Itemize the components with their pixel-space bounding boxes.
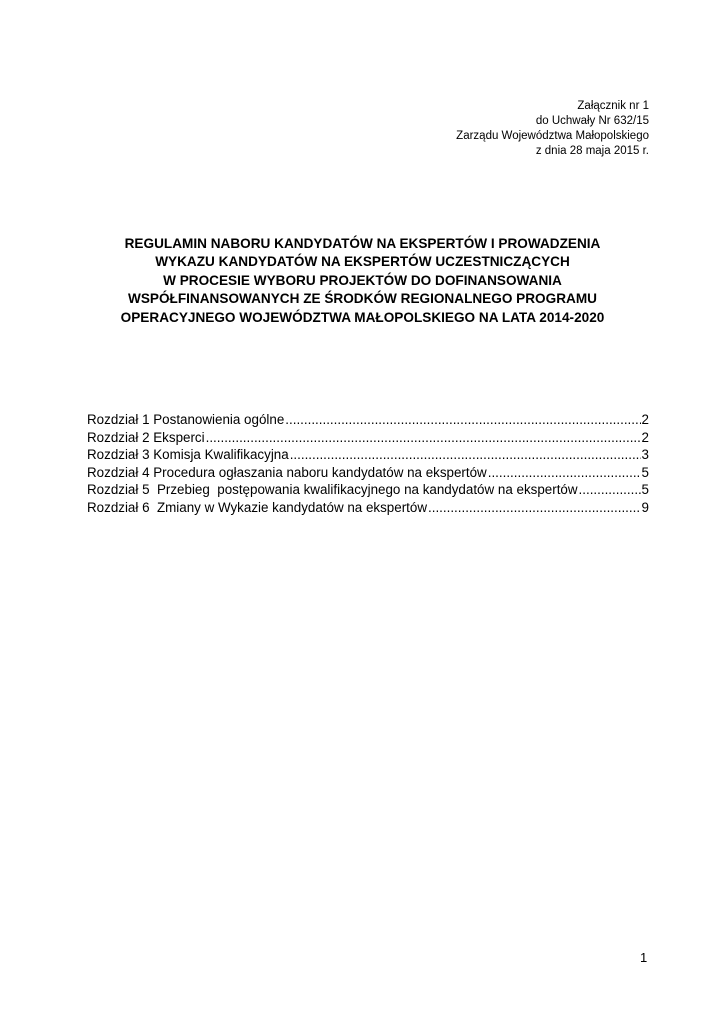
document-title	[80, 235, 645, 327]
toc-leader-dots	[579, 481, 641, 499]
title-line-3: W PROCESIE WYBORU PROJEKTÓW DO DOFINANSOWANIA	[163, 272, 562, 288]
toc-entry-title: Rozdział 1 Postanowienia ogólne	[87, 412, 285, 427]
annex-board: Zarządu Województwa Małopolskiego	[456, 130, 649, 142]
toc-leader-dots	[428, 499, 641, 517]
annex-header	[456, 99, 649, 159]
toc-entry-chapter-5[interactable]	[87, 481, 649, 499]
title-line-1: REGULAMIN NABORU KANDYDATÓW NA EKSPERTÓW I PROWADZENIA	[124, 236, 601, 251]
toc-entry-chapter-6[interactable]	[87, 499, 649, 517]
toc-entry-title: Rozdział 2 Eksperci	[87, 429, 205, 445]
toc-entry-page: 5	[641, 464, 649, 480]
toc-entry-chapter-3[interactable]	[87, 446, 649, 464]
toc-entry-page: 2	[641, 429, 649, 445]
toc-leader-dots	[285, 411, 640, 429]
annex-date: z dnia 28 maja 2015 r.	[535, 145, 649, 157]
toc-entry-page: 5	[641, 482, 649, 498]
toc-entry-title: Rozdział 4 Procedura ogłaszania naboru kandydatów na ekspertów	[87, 464, 487, 480]
toc-entry-chapter-1[interactable]	[87, 411, 649, 429]
title-line-2: WYKAZU KANDYDATÓW NA EKSPERTÓW UCZESTNICZĄCYCH	[155, 254, 570, 270]
toc-entry-chapter-4[interactable]	[87, 464, 649, 482]
toc-leader-dots	[206, 429, 641, 447]
toc-entry-title: Rozdział 5 Przebieg postępowania kwalifikacyjnego na kandydatów na ekspertów	[87, 482, 578, 498]
toc-entry-page: 3	[641, 447, 649, 463]
toc-leader-dots	[488, 464, 641, 482]
title-line-5: OPERACYJNEGO WOJEWÓDZTWA MAŁOPOLSKIEGO NA LATA 2014-2020	[120, 309, 605, 325]
title-line-4: WSPÓŁFINANSOWANYCH ZE ŚRODKÓW REGIONALNEGO PROGRAMU	[128, 291, 597, 307]
page-number: 1	[640, 950, 648, 965]
toc-entry-page: 2	[641, 412, 649, 427]
toc-entry-title: Rozdział 3 Komisja Kwalifikacyjna	[87, 447, 289, 463]
toc-entry-title: Rozdział 6 Zmiany w Wykazie kandydatów na ekspertów	[87, 499, 427, 515]
toc-entry-page: 9	[641, 499, 649, 515]
table-of-contents	[87, 411, 649, 517]
toc-entry-chapter-2[interactable]	[87, 429, 649, 447]
annex-resolution: do Uchwały Nr 632/15	[535, 115, 649, 127]
annex-number: Załącznik nr 1	[577, 100, 649, 112]
toc-leader-dots	[290, 446, 641, 464]
